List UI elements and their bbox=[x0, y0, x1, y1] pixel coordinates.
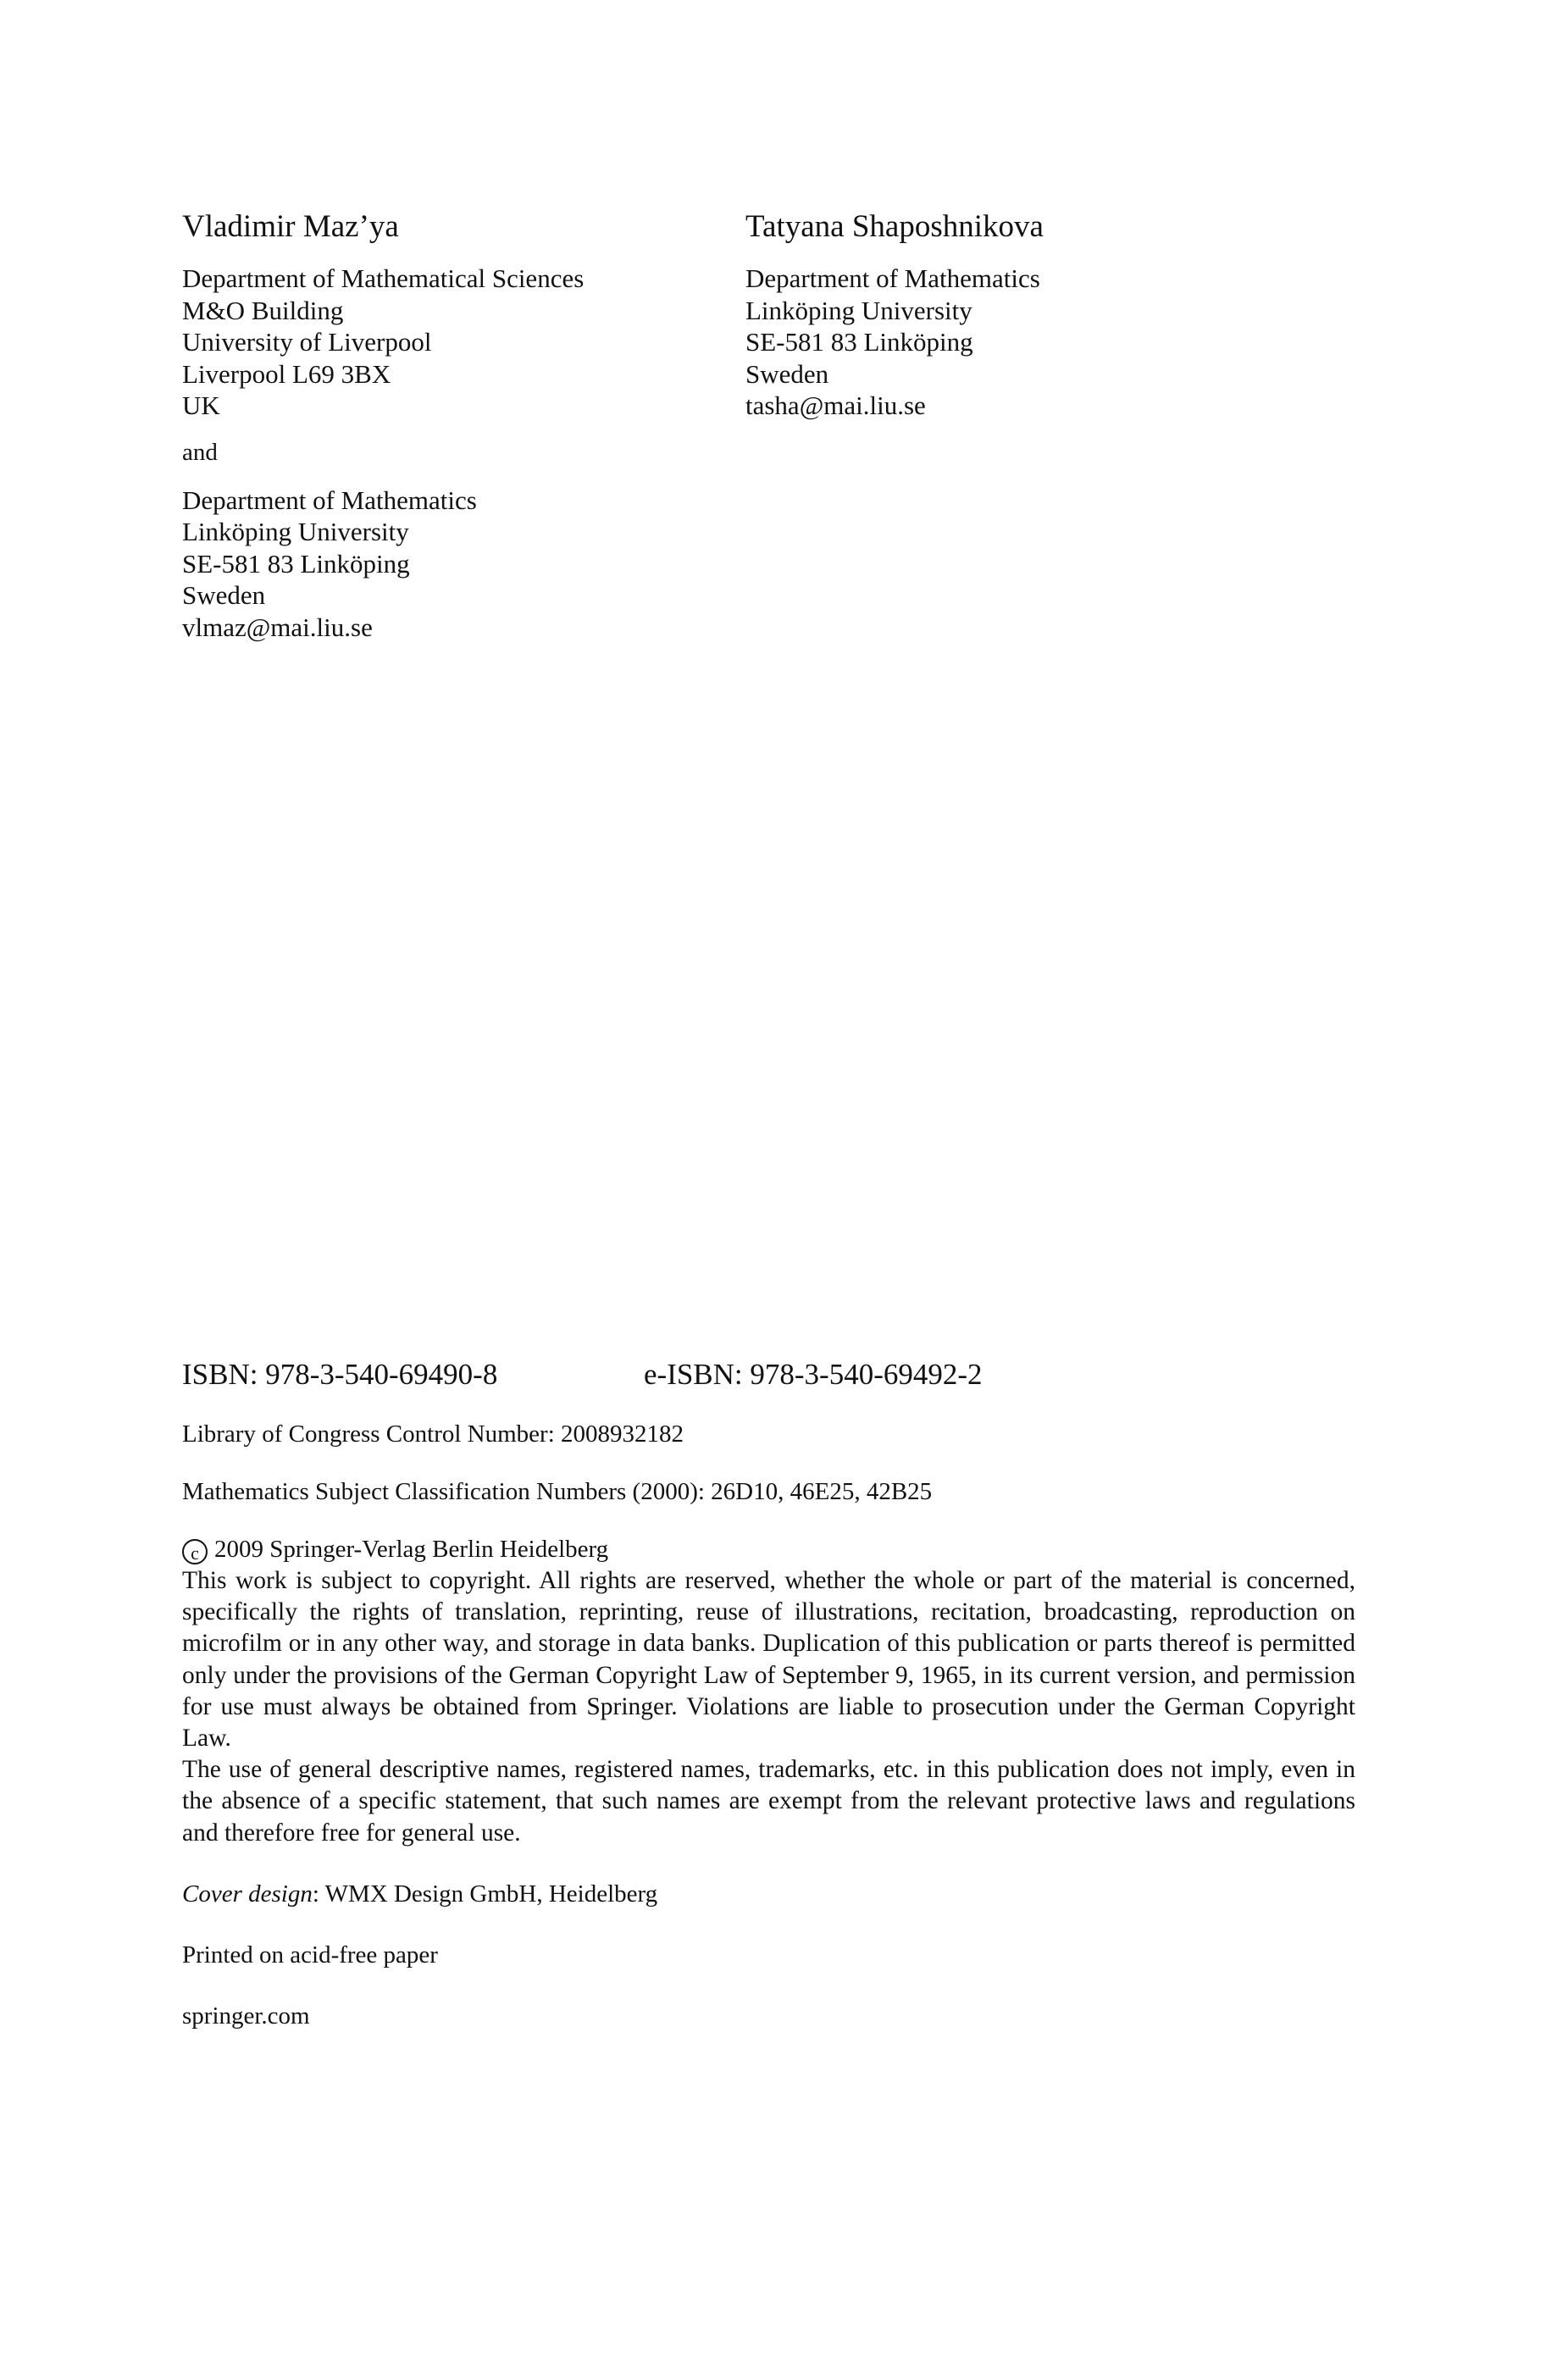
copyright-icon: c bbox=[182, 1539, 208, 1564]
address-line: Sweden bbox=[182, 580, 266, 610]
author-block-shaposhnikova bbox=[745, 208, 1389, 422]
publisher-website: springer.com bbox=[182, 2002, 310, 2029]
address-line: Linköping University bbox=[182, 517, 409, 546]
address-line: Department of Mathematics bbox=[182, 485, 477, 515]
author-name: Tatyana Shaposhnikova bbox=[745, 209, 1044, 244]
address-line: Department of Mathematical Sciences bbox=[182, 263, 585, 293]
paper-note: Printed on acid-free paper bbox=[182, 1941, 438, 1969]
copyright-notice: This work is subject to copyright. All rights are reserved, whether the whole or part of the material is concerned, specifically the rights of translation, reprinting, reuse of illustrations, recitation, broadcasting, reproduction on microfilm or in any other way, and storage in data banks. Duplication of this publication or parts thereof is permitted only under the provisions of the German Copyright Law of September 9, 1965, in its current version, and permission for use must always be obtained from Springer. Violations are liable to prosecution under the German Copyright Law. bbox=[182, 1567, 1355, 1753]
address-line: Department of Mathematics bbox=[745, 263, 1040, 293]
msc-classification: Mathematics Subject Classification Numbers (2000): 26D10, 46E25, 42B25 bbox=[182, 1478, 933, 1505]
affiliation-linkoping bbox=[182, 485, 724, 644]
affiliation-linkoping bbox=[745, 263, 1389, 422]
copyright-text: 2009 Springer-Verlag Berlin Heidelberg bbox=[214, 1536, 609, 1563]
cover-design-label: Cover design bbox=[182, 1880, 313, 1908]
author-email: tasha@mai.liu.se bbox=[745, 390, 926, 420]
address-line: University of Liverpool bbox=[182, 327, 432, 357]
trademark-notice: The use of general descriptive names, registered names, trademarks, etc. in this publication does not imply, even in the absence of a specific statement, that such names are exempt from the relevant protective laws and regulations and therefore free for general use. bbox=[182, 1756, 1355, 1847]
address-line: Sweden bbox=[745, 358, 829, 389]
address-line: M&O Building bbox=[182, 295, 344, 325]
affiliation-liverpool bbox=[182, 263, 724, 422]
copyright-line bbox=[182, 1534, 1355, 1565]
cover-design-credit bbox=[182, 1879, 1355, 1910]
address-line: UK bbox=[182, 390, 220, 420]
isbn-print: ISBN: 978-3-540-69490-8 bbox=[182, 1358, 498, 1391]
cover-design-separator: : bbox=[312, 1880, 325, 1908]
affiliation-connector: and bbox=[182, 438, 218, 466]
colophon bbox=[182, 1357, 1355, 2032]
author-block-mazya bbox=[182, 208, 724, 643]
address-line: Linköping University bbox=[745, 295, 972, 325]
isbn-electronic: e-ISBN: 978-3-540-69492-2 bbox=[644, 1358, 983, 1391]
author-name: Vladimir Maz’ya bbox=[182, 209, 399, 244]
isbn-row bbox=[182, 1357, 1355, 1393]
address-line: SE-581 83 Linköping bbox=[745, 327, 973, 357]
cover-design-value: WMX Design GmbH, Heidelberg bbox=[324, 1880, 658, 1908]
address-line: SE-581 83 Linköping bbox=[182, 548, 410, 579]
author-email: vlmaz@mai.liu.se bbox=[182, 612, 373, 642]
address-line: Liverpool L69 3BX bbox=[182, 358, 391, 389]
loc-control-number: Library of Congress Control Number: 2008932182 bbox=[182, 1420, 684, 1448]
